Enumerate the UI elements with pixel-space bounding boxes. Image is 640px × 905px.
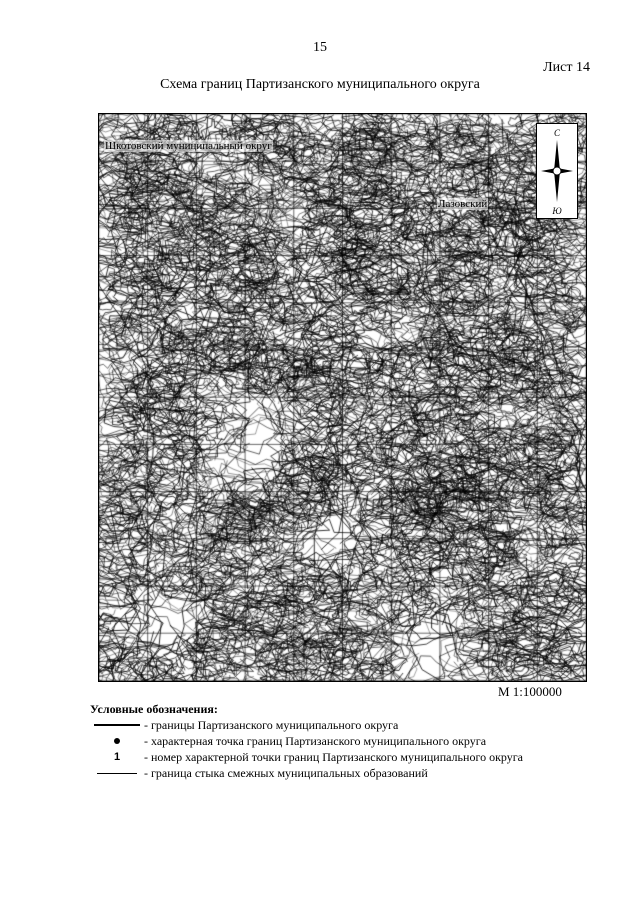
legend-item-text: - границы Партизанского муниципального округа xyxy=(144,718,399,732)
point-number-icon: 1 xyxy=(113,751,121,763)
compass-icon xyxy=(537,124,577,218)
legend-item-text: - номер характерной точки границ Партизанского муниципального округа xyxy=(144,750,523,764)
junction-line-icon xyxy=(90,773,144,774)
topographic-map xyxy=(98,113,587,682)
neighbor-district-label: Шкотовский муниципальный округ xyxy=(105,140,272,152)
legend-item-text: - граница стыка смежных муниципальных образований xyxy=(144,766,428,780)
boundary-line-icon xyxy=(90,724,144,726)
legend-item xyxy=(90,733,610,749)
legend-title: Условные обозначения: xyxy=(90,702,218,716)
legend-item xyxy=(90,717,610,733)
point-dot-icon xyxy=(90,738,144,744)
legend xyxy=(90,701,610,781)
compass-rose xyxy=(536,123,578,219)
compass-south-label: Ю xyxy=(552,206,562,216)
legend-item xyxy=(90,765,610,781)
sheet-label: Лист 14 xyxy=(543,60,590,75)
map-contours xyxy=(99,114,586,681)
neighbor-district-label: Лазовский xyxy=(438,198,488,210)
document-title: Схема границ Партизанского муниципального округа xyxy=(160,77,480,92)
map-scale: М 1:100000 xyxy=(498,684,562,699)
legend-item xyxy=(90,749,610,765)
page-number: 15 xyxy=(313,40,327,55)
compass-north-label: С xyxy=(553,128,561,138)
legend-item-text: - характерная точка границ Партизанского муниципального округа xyxy=(144,734,487,748)
